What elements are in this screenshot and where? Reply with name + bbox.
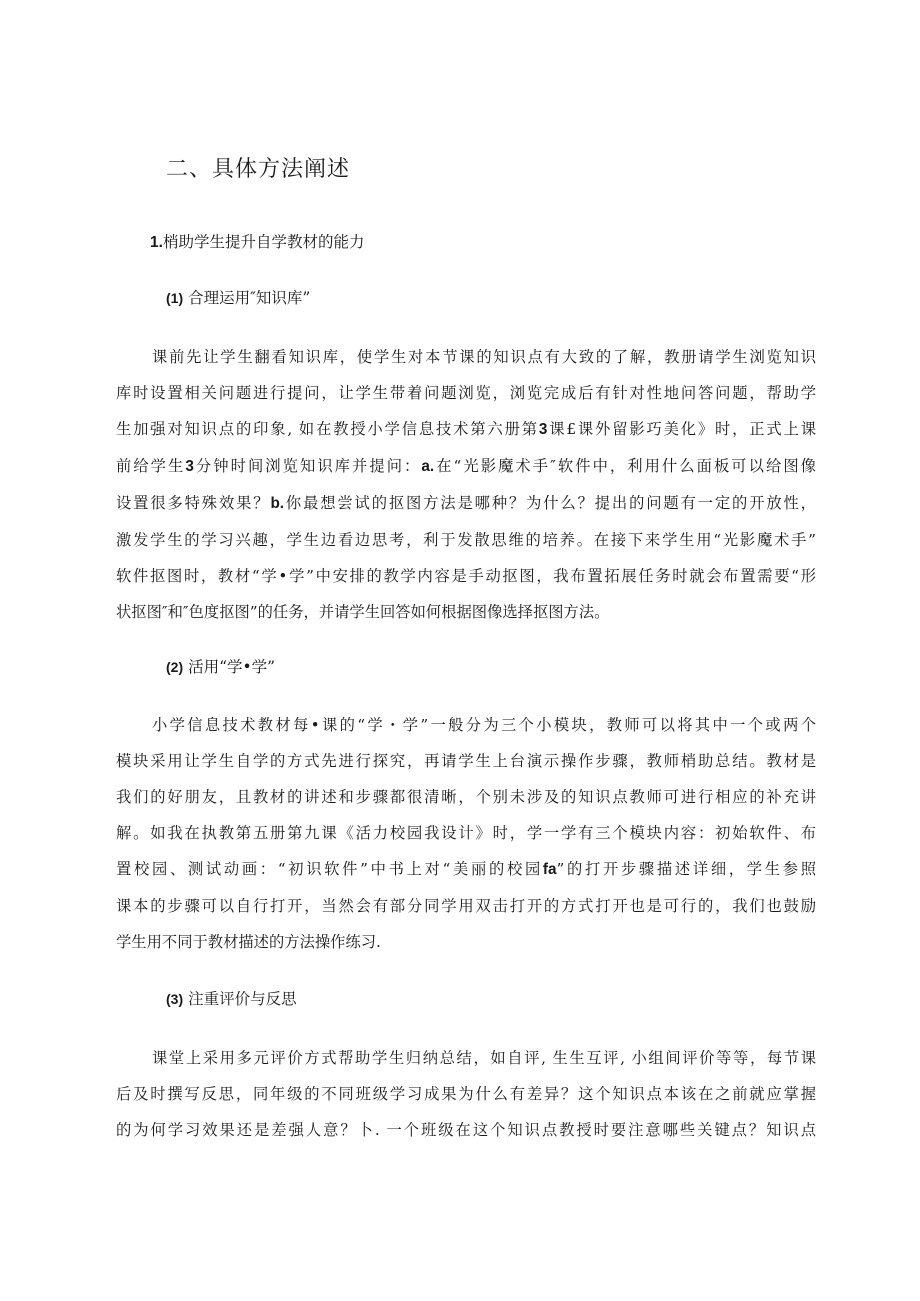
paragraph-3 (116, 1040, 816, 1148)
paragraph-line: 的为何学习效果还是差强人意？卜. 一个班级在这个知识点教授时要注意哪些关键点？知识点 (116, 1121, 816, 1139)
section-title-2 (166, 655, 275, 677)
paragraph-line: 生加强对知识点的印象, 如在教授小学信息技术第六册第3课£课外留影巧美化》时，正式上课 (116, 420, 817, 438)
paragraph-line: 设置很多特殊效果？b.你最想尝试的抠图方法是哪种？为什么？提出的问题有一定的开放性， (116, 494, 816, 512)
paragraph-line: 库时设置相关问题进行提问，让学生带着问题浏览，浏览完成后有针对性地问答问题，帮助学 (116, 384, 816, 402)
paragraph-line: 模块采用让学生自学的方式先进行探究，再请学生上台演示操作步骤，教师梢助总结。教材是 (116, 752, 816, 770)
paragraph-line: 状抠图″和″色度抠图”的任务，并请学生回答如何根据图像选择抠图方法。 (116, 603, 610, 621)
section-title-1 (166, 286, 310, 308)
bold-inline: 3 (538, 421, 548, 438)
paragraph-line: 后及时撰写反思，同年级的不同班级学习成果为什么有差异？这个知识点本该在之前就应掌握 (116, 1085, 816, 1103)
subheading (150, 230, 364, 252)
subheading-text: 梢助学生提升自学教材的能力 (162, 233, 365, 251)
paragraph-line: 软件抠图时，教材“学•学”中安排的教学内容是手动抠图，我布置拓展任务时就会布置需要“形 (116, 567, 816, 585)
section-number: (1) (166, 290, 184, 306)
paragraph-line: 我们的好朋友，且教材的讲述和步骤都很清晰，个别未涉及的知识点教师可进行相应的补充讲 (116, 788, 816, 806)
paragraph-line: 学生用不同于教材描述的方法操作练习. (116, 933, 381, 951)
section-title-text: 活用“学•学” (188, 658, 276, 676)
bold-inline: b. (270, 495, 285, 512)
paragraph-1 (116, 339, 816, 630)
section-number: (3) (166, 991, 184, 1007)
paragraph-line: 解。如我在执教第五册第九课《活力校园我设计》时，学一学有三个模块内容：初始软件、布 (116, 824, 816, 842)
paragraph-line: 小学信息技术教材每•课的“学・学”一般分为三个小模块，教师可以将其中一个或两个 (152, 716, 816, 734)
paragraph-line: 课堂上采用多元评价方式帮助学生归纳总结，如自评, 生生互评, 小组间评价等等，每节课 (152, 1049, 816, 1067)
section-heading: 二、具体方法阐述 (166, 157, 351, 182)
section-title-text: 注重评价与反思 (188, 990, 297, 1008)
paragraph-line: 前给学生3分钟时间浏览知识库并提问：a.在“光影魔术手″软件中，利用什么面板可以给图像 (116, 457, 816, 475)
section-title-text: 合理运用″知识库” (188, 289, 311, 307)
paragraph-line: 课前先让学生翻看知识库，使学生对本节课的知识点有大致的了解，教册请学生浏览知识 (152, 348, 816, 366)
paragraph-line: 置校园、测试动画：“初识软件”中书上对“美丽的校园fa”的打开步骤描述详细，学生参照 (116, 860, 816, 878)
paragraph-line: 课本的步骤可以自行打开，当然会有部分同学用双击打开的方式打开也是可行的，我们也鼓励 (116, 897, 816, 915)
paragraph-2 (116, 707, 816, 960)
paragraph-line: 激发学生的学习兴趣，学生边看边思考，利于发散思维的培养。在接下来学生用“光影魔术手” (116, 531, 816, 549)
bold-inline: 3 (185, 458, 194, 475)
section-title-3 (166, 987, 297, 1009)
bold-inline: a. (421, 458, 435, 475)
subheading-number: 1. (150, 234, 163, 251)
bold-inline: fa (542, 861, 557, 878)
section-number: (2) (166, 659, 184, 675)
